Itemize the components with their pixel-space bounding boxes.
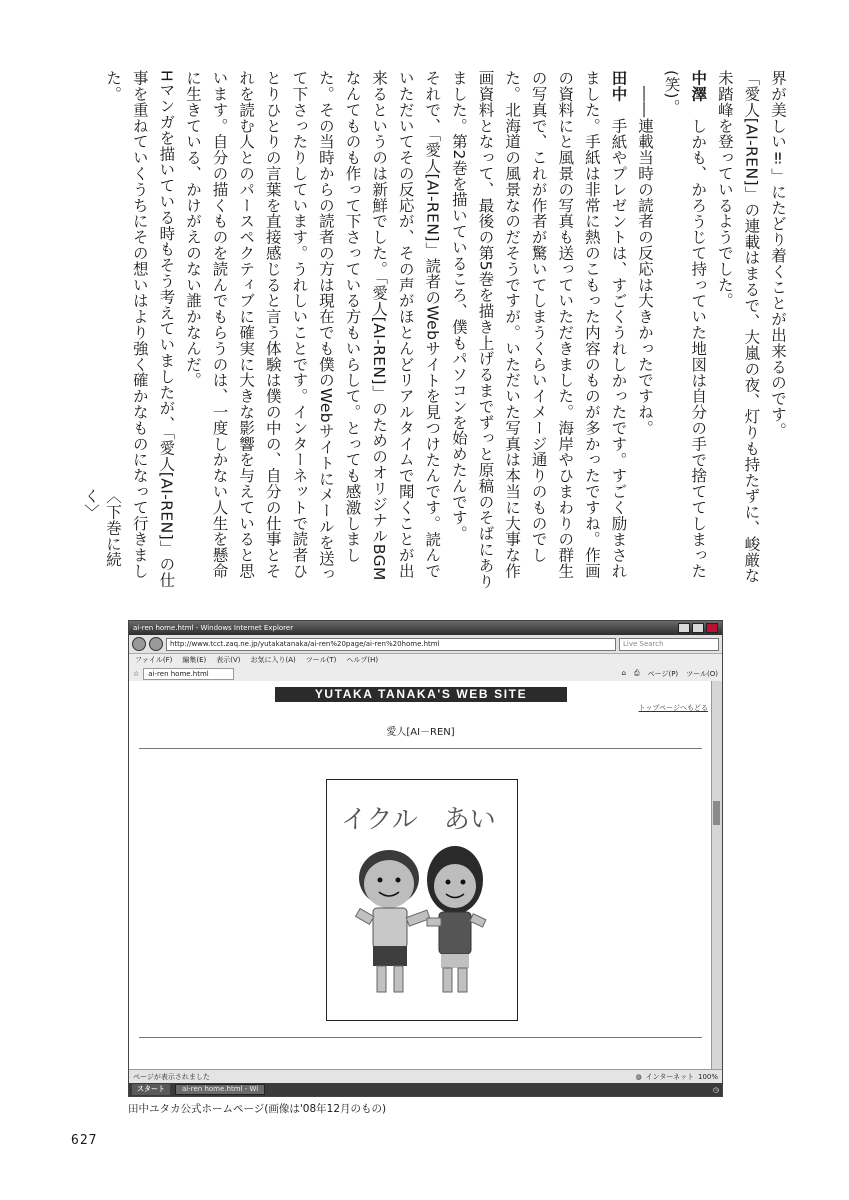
print-icon[interactable]: ⎙ [634,668,640,677]
tools-menu[interactable]: ツール(O) [686,669,718,678]
drawing-caption: イクル あい [341,805,496,835]
paragraph-text: Hマンガを描いている時もそう考えていましたが、「愛人[AI-REN]」の仕事を重ねていくうちにその想いはより強く確かなものになって行きました。 [104,70,176,588]
page-content [129,681,712,1070]
speaker-name: 中澤 [689,70,708,102]
window-controls [678,623,718,633]
paragraph [179,70,445,590]
illustration-drawing [326,779,518,1021]
menu-favorites[interactable]: お気に入り(A) [250,656,296,664]
figure-caption: 田中ユタカ公式ホームページ(画像は'08年12月のもの) [128,1103,387,1115]
globe-icon: ◍ [635,1072,642,1081]
menu-help[interactable]: ヘルプ(H) [346,656,379,664]
vertical-scrollbar[interactable] [711,681,722,1070]
website-screenshot [128,620,723,1097]
paragraph [711,70,764,590]
browser-titlebar [129,621,722,635]
paragraph [631,70,658,590]
taskbar [129,1083,722,1096]
window-title: ai-ren home.html - Windows Internet Explorer [133,624,294,632]
search-input[interactable]: Live Search [619,638,719,651]
zoom-level[interactable]: 100% [697,1072,718,1081]
status-text: ページが表示されました [133,1072,210,1081]
paragraph-text: しかも、かろうじて持っていた地図は自分の手で捨ててしまった(笑)。 [662,70,708,579]
paragraph [658,70,711,590]
star-icon[interactable]: ☆ [133,669,140,678]
command-bar [622,669,718,679]
page-menu[interactable]: ページ(P) [647,669,679,678]
divider [139,1037,702,1038]
menu-tools[interactable]: ツール(T) [305,656,337,664]
divider [139,748,702,749]
tray-clock-icon: ◷ [712,1085,719,1094]
paragraph-text: 「愛人[AI-REN]」の連載はまるで、大嵐の夜、灯りも持たずに、峻厳な未踏峰を登っているようでした。 [715,70,761,584]
paragraph-text: 手紙やプレゼントは、すごくうれしかったです。すごく励まされました。手紙は非常に熱のこもった内容のものが多かったですね。作画の資料にと風景の写真も送っていただきました。海岸やひまわりの群生の写真で、これが作者が驚いてしまうくらいイメージ通りのものでした。北海道の風景なのだそうですが。いただいた写真は本当に大事な作画資料となって、最後の第5巻を描き上げるまでずっと原稿のそばにありました。第2巻を描いているころ、僕もパソコンを始めたんです。 [449,70,628,590]
back-icon[interactable] [132,637,146,651]
speaker-name: 田中 [609,70,628,102]
address-bar-row [129,635,722,654]
zone-label: インターネット [645,1072,694,1081]
paragraph-text: それで、「愛人[AI-REN]」読者のWebサイトを見つけたんです。読んでいただいてその反応が、その声がほとんどリアルタイムで聞くことが出来るというのは新鮮でした。「愛人[AI-REN]」のためのオリジナルBGMなんてものも作って下さっている方もいらして。とっても感激しました。その当時からの読者の方は現在でも僕のWebサイトにメールを送って下さったりしています。うれしいことです。インターネットで読者ひとりひとりの言葉を直接感じると言う体験は僕の中の、自分の仕事とそれを読む人とのパースペクティブに確実に大きな影響を与えていると思います。自分の描くものを読んでもらうのは、一度しかない人生を懸命に生きている、かけがえのない誰かなんだ。 [183,70,442,582]
scroll-thumb[interactable] [713,801,720,825]
page-subtitle: 愛人[AI－REN] [386,727,455,738]
paragraph [764,70,791,590]
page-number: 627 [71,1133,98,1148]
top-page-link[interactable]: トップページへもどる [638,704,708,712]
menu-file[interactable]: ファイル(F) [135,656,173,664]
interviewer-question: ――連載当時の読者の反応は大きかったですね。 [636,85,655,436]
continued-note: 〈下巻に続く〉 [82,488,122,568]
start-button[interactable]: スタート [132,1084,170,1095]
site-title-banner: YUTAKA TANAKA'S WEB SITE [275,687,567,702]
paragraph-text: 界が美しい‼」にたどり着くことが出来るのです。 [769,70,787,439]
paragraph [445,70,631,590]
address-input[interactable]: http://www.tcct.zaq.ne.jp/yutakatanaka/ai-ren%20page/ai-ren%20home.html [166,638,616,651]
maximize-icon[interactable] [692,623,704,633]
menu-view[interactable]: 表示(V) [216,656,241,664]
home-icon[interactable]: ⌂ [621,668,626,677]
close-icon[interactable] [706,623,718,633]
article-body [71,70,791,590]
minimize-icon[interactable] [678,623,690,633]
children-drawing-svg [327,780,517,1020]
favorites-bar [129,666,722,682]
forward-icon[interactable] [149,637,163,651]
menu-bar [129,654,722,666]
menu-edit[interactable]: 編集(E) [182,656,207,664]
taskbar-item[interactable]: ai-ren home.html - Wi [175,1084,265,1095]
status-bar [129,1069,722,1083]
browser-tab[interactable]: ai-ren home.html [143,668,233,680]
